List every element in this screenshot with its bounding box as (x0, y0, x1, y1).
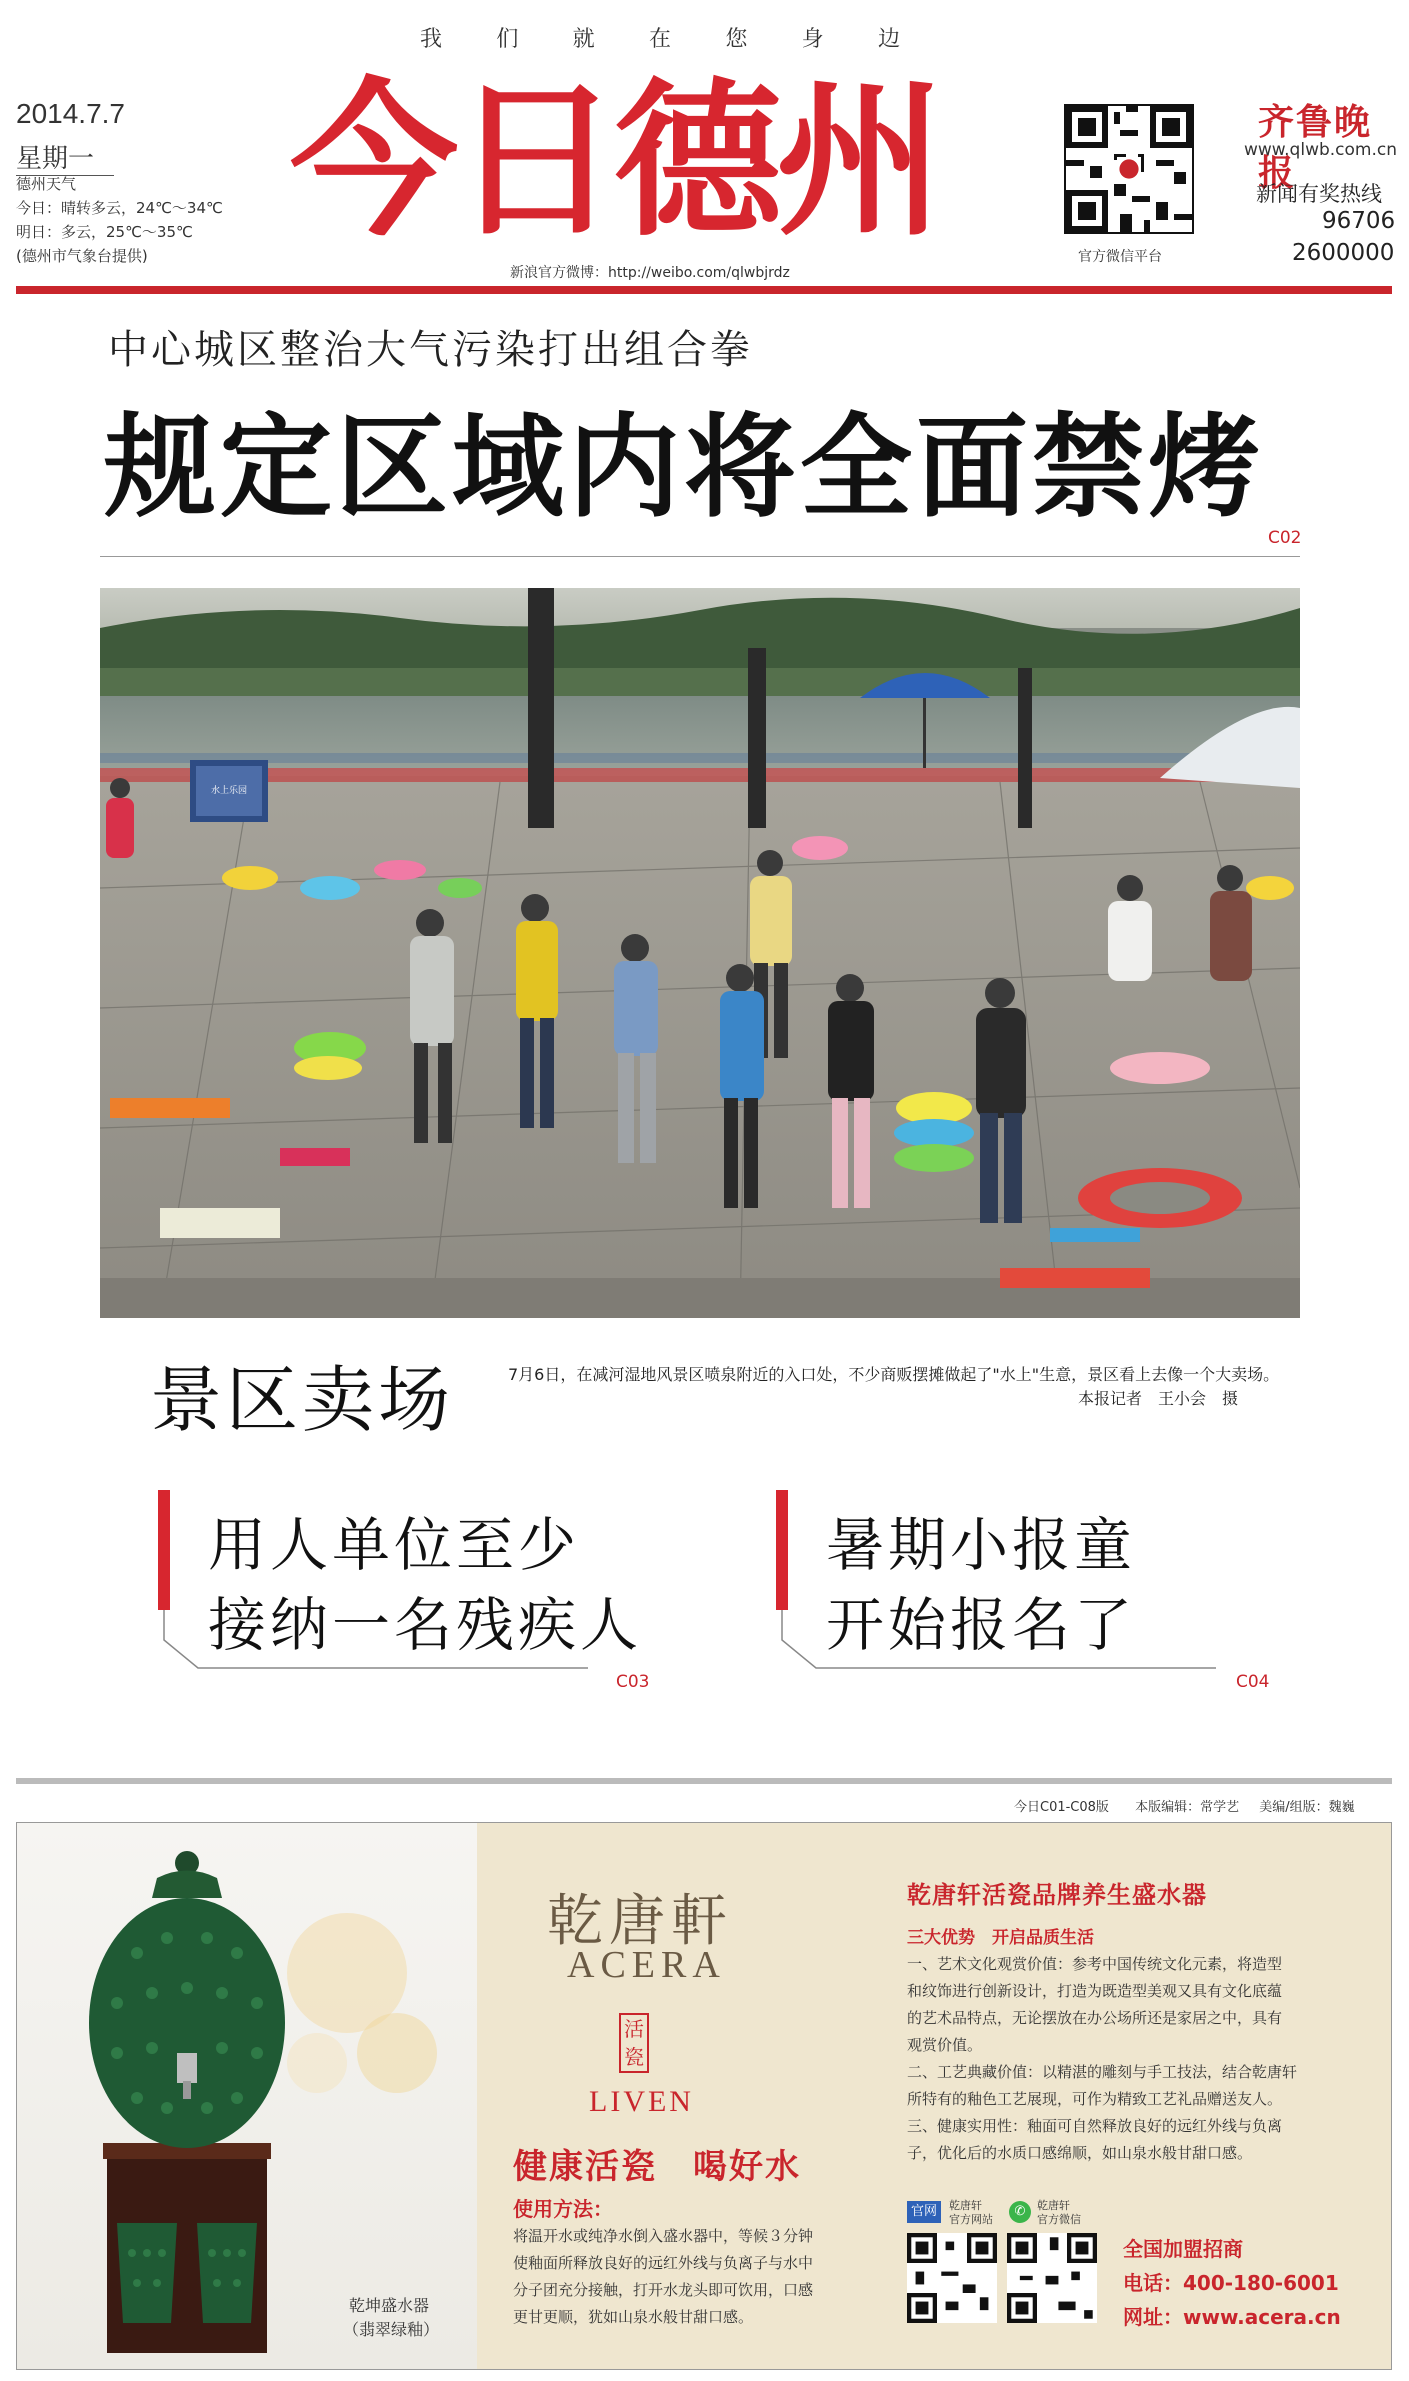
ad-brand-cn: 乾唐軒 (547, 1889, 733, 1954)
advantage-line: 所特有的釉色工艺展现，可作为精致工艺礼品赠送友人。 (907, 2090, 1283, 2108)
advantage-line: 的艺术品特点，无论摆放在办公场所还是家居之中，具有 (907, 2009, 1283, 2027)
footer-pages: 今日C01-C08版 (1014, 1800, 1109, 1815)
slogan-char: 我 (420, 27, 443, 52)
wechat-qr-label-line: 官方微信 (1037, 2213, 1081, 2226)
footer-design: 美编/组版：魏巍 (1259, 1800, 1355, 1815)
hotline-number: 2600000 (1292, 240, 1395, 266)
advertisement[interactable] (16, 1822, 1392, 2370)
slogan-char: 在 (648, 27, 671, 52)
ad-url[interactable]: 网址：www.acera.cn (1123, 2305, 1341, 2329)
ad-seal: 活瓷 (619, 2013, 649, 2073)
site-qr-label-line: 乾唐轩 (949, 2199, 982, 2212)
issue-date: 2014.7.7 (16, 98, 125, 129)
ad-liven-logo: LIVEN (589, 2085, 694, 2118)
photo-caption: 7月6日，在减河湿地风景区喷泉附近的入口处，不少商贩摆摊做起了"水上"生意，景区看上去像一个大卖场。 (508, 1365, 1280, 1384)
ad-advantages-text (907, 1951, 1297, 2167)
lead-rule (100, 556, 1300, 557)
water-dispenser-illustration (17, 1823, 477, 2370)
lead-page-ref[interactable]: C02 (1268, 528, 1302, 548)
teaser-line: 用人单位至少 (208, 1511, 581, 1579)
ad-brand-en: ACERA (567, 1944, 726, 1986)
teaser-bracket (776, 1490, 1266, 1680)
usage-title: 使用方法： (513, 2197, 613, 2221)
qr-code-icon (907, 2233, 997, 2323)
hotline-number: 96706 (1322, 208, 1396, 234)
wechat-qr-code-ad[interactable] (1007, 2233, 1097, 2323)
advantage-line: 一、艺术文化观赏价值：参考中国传统文化元素，将造型 (907, 1955, 1283, 1973)
usage-line: 分子团充分接触，打开水龙头即可饮用，口感 (513, 2281, 814, 2299)
weather-tomorrow: 明日：多云，25℃～35℃ (16, 223, 193, 241)
teaser-line: 接纳一名残疾人 (208, 1591, 643, 1659)
teaser-page-ref[interactable]: C03 (616, 1672, 650, 1692)
weibo-link[interactable]: 新浪官方微博：http://weibo.com/qlwbjrdz (510, 265, 790, 281)
ad-franchise: 全国加盟招商 (1123, 2237, 1243, 2261)
slogan-char: 边 (877, 27, 900, 52)
teaser-card[interactable] (776, 1490, 1266, 1680)
product-color: （翡翠绿釉） (343, 2320, 440, 2339)
product-name: 乾坤盛水器 (349, 2296, 430, 2315)
ad-product-panel (17, 1823, 477, 2370)
slogan-char: 您 (725, 27, 748, 52)
qr-code-icon (1066, 106, 1192, 232)
advantage-line: 和纹饰进行创新设计，打造为既造型美观又具有文化底蕴 (907, 1982, 1283, 2000)
ad-phone[interactable]: 电话：400-180-6001 (1123, 2271, 1339, 2295)
weather-source: (德州市气象台提供) (16, 247, 148, 265)
teaser-line: 开始报名了 (826, 1591, 1137, 1659)
weather-title: 德州天气 (16, 175, 77, 193)
ad-advantages-title: 三大优势 开启品质生活 (907, 1928, 1094, 1948)
wechat-qr-code[interactable] (1064, 104, 1194, 234)
lead-headline[interactable]: 规定区域内将全面禁烤 (104, 403, 1264, 533)
wechat-qr-label: 官方微信平台 (1078, 249, 1162, 265)
weather-today: 今日：晴转多云，24℃～34℃ (16, 199, 223, 217)
teaser-card[interactable] (158, 1490, 648, 1680)
masthead-slogan (420, 22, 900, 53)
usage-text (513, 2223, 813, 2331)
brand-logo: 齐鲁晚报 (1258, 101, 1373, 194)
teaser-line: 暑期小报童 (826, 1511, 1137, 1579)
newspaper-title: 今日德州 (290, 61, 938, 259)
issue-weekday: 星期一 (16, 138, 114, 176)
usage-line: 更甘更顺，犹如山泉水般甘甜口感。 (513, 2308, 754, 2326)
slogan-char: 就 (572, 27, 595, 52)
site-qr-label-line: 官方网站 (949, 2213, 993, 2226)
advantage-line: 二、工艺典藏价值：以精湛的雕刻与手工技法，结合乾唐轩 (907, 2063, 1298, 2081)
teaser-bracket (158, 1490, 648, 1680)
ad-headline: 乾唐轩活瓷品牌养生盛水器 (907, 1881, 1207, 1909)
slogan-char: 身 (801, 27, 824, 52)
masthead-divider (16, 286, 1392, 294)
official-site-tag: 官网 (907, 2201, 941, 2223)
market-scene-illustration (100, 588, 1300, 1318)
photo-credit: 本报记者 王小会 摄 (1078, 1389, 1239, 1408)
advantage-line: 子，优化后的水质口感绵顺，如山泉水般甘甜口感。 (907, 2144, 1253, 2162)
wechat-qr-label (1037, 2199, 1081, 2227)
news-photo (100, 588, 1300, 1318)
ad-slogan: 健康活瓷 喝好水 (513, 2147, 801, 2187)
ad-info-panel (477, 1823, 1392, 2370)
lead-subtitle: 中心城区整治大气污染打出组合拳 (108, 327, 753, 373)
footer-info (1014, 1796, 1355, 1815)
footer-divider (16, 1778, 1392, 1784)
usage-line: 使釉面所释放良好的远红外线与负离子与水中 (513, 2254, 814, 2272)
advantage-line: 观赏价值。 (907, 2036, 983, 2054)
sign-text: 水上乐园 (210, 786, 248, 796)
site-qr-code[interactable] (907, 2233, 997, 2323)
footer-editor: 本版编辑：常学艺 (1135, 1800, 1240, 1815)
slogan-char: 们 (496, 27, 519, 52)
advantage-line: 三、健康实用性：釉面可自然释放良好的远红外线与负离 (907, 2117, 1283, 2135)
hotline-label: 新闻有奖热线 (1256, 182, 1382, 206)
photo-title: 景区卖场 (150, 1358, 455, 1442)
usage-line: 将温开水或纯净水倒入盛水器中，等候３分钟 (513, 2227, 814, 2245)
teaser-page-ref[interactable]: C04 (1236, 1672, 1270, 1692)
wechat-qr-label-line: 乾唐轩 (1037, 2199, 1070, 2212)
qr-code-icon (1007, 2233, 1097, 2323)
wechat-icon: ✆ (1009, 2201, 1031, 2223)
site-qr-label (949, 2199, 993, 2227)
website-link[interactable]: www.qlwb.com.cn (1244, 140, 1397, 160)
